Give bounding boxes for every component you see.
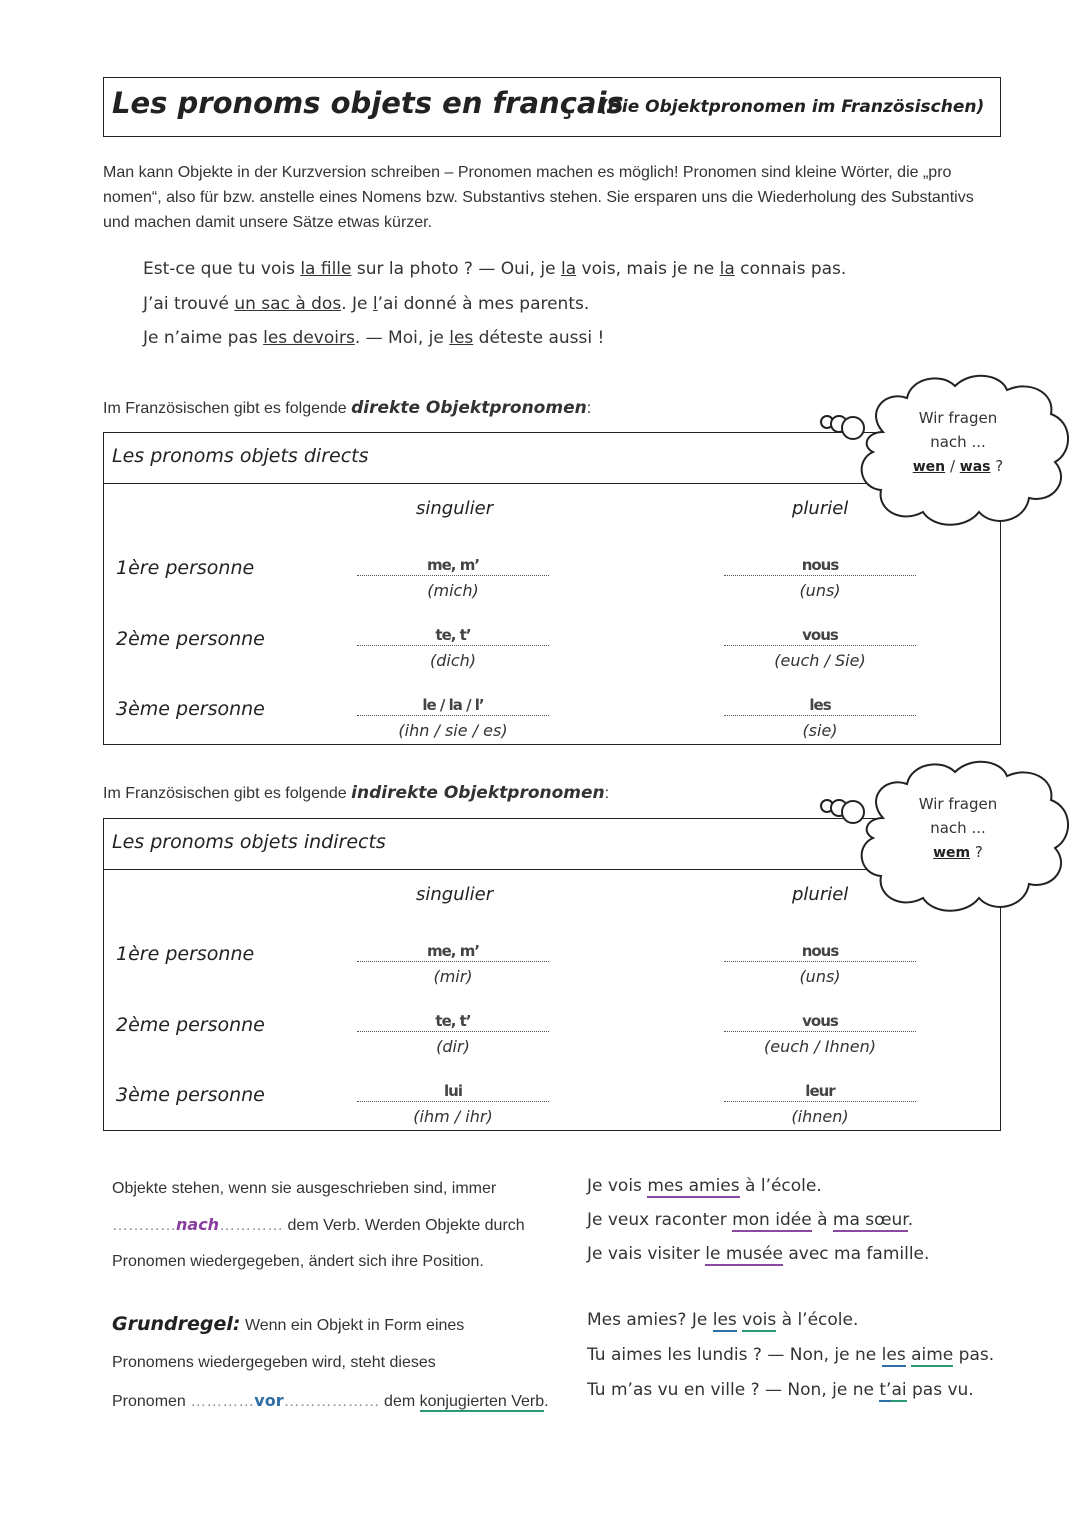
example-line-1: Est-ce que tu vois la fille sur la photo ? — Oui, je la vois, mais je ne la connais pas. [143,259,847,279]
direct-plur-hint-1: (uns) [799,581,841,600]
indirect-plur-hint-3: (ihnen) [791,1107,849,1126]
indirect-sing-2: te, t’ [357,1011,549,1032]
rule-1-line-2: …………nach………… dem Verb. Werden Objekte durch [112,1215,525,1234]
direct-sing-hint-3: (ihn / sie / es) [398,721,508,740]
direct-plur-3: les [724,695,916,716]
rule-2-line-3: Pronomen …………vor……………… dem konjugierten Verb. [112,1391,549,1410]
direct-plur-1: nous [724,555,916,576]
page-subtitle: (Die Objektpronomen im Französischen) [600,97,985,117]
example-line-2: J’ai trouvé un sac à dos. Je l’ai donné à mes parents. [143,294,590,314]
indirect-table-title: Les pronoms objets indirects [112,831,386,853]
right-example-4: Mes amies? Je les vois à l’école. [587,1310,859,1330]
indirect-plur-3: leur [724,1081,916,1102]
right-example-5: Tu aimes les lundis ? — Non, je ne les aime pas. [587,1345,995,1365]
page-title: Les pronoms objets en français [112,86,624,120]
right-example-6: Tu m’as vu en ville ? — Non, je ne t’ai pas vu. [587,1380,974,1400]
direct-lead: Im Französischen gibt es folgende direkte Objektpronomen: [103,398,592,418]
indirect-plur-hint-1: (uns) [799,967,841,986]
rule-1-line-3: Pronomen wiedergegeben, ändert sich ihre Position. [112,1253,484,1270]
indirect-row-label-2: 2ème personne [116,1014,265,1036]
direct-cloud-text: Wir fragen nach ... wen / was ? [912,409,1004,475]
direct-sing-3: le / la / l’ [357,695,549,716]
indirect-sing-hint-1: (mir) [433,967,473,986]
indirect-row-label-3: 3ème personne [116,1084,265,1106]
direct-sing-2: te, t’ [357,625,549,646]
direct-row-label-1: 1ère personne [116,557,255,579]
indirect-plur-2: vous [724,1011,916,1032]
indirect-sing-hint-3: (ihm / ihr) [413,1107,493,1126]
direct-row-label-2: 2ème personne [116,628,265,650]
right-example-2: Je veux raconter mon idée à ma sœur. [587,1210,914,1230]
direct-sing-1: me, m’ [357,555,549,576]
indirect-sing-3: lui [357,1081,549,1102]
indirect-plur-1: nous [724,941,916,962]
indirect-lead: Im Französischen gibt es folgende indirekte Objektpronomen: [103,783,610,803]
indirect-sing-hint-2: (dir) [436,1037,470,1056]
indirect-col-singulier: singulier [416,884,494,905]
indirect-cloud-text: Wir fragen nach ... wem ? [918,795,998,861]
indirect-col-pluriel: pluriel [792,884,849,905]
indirect-row-label-1: 1ère personne [116,943,255,965]
direct-sing-hint-1: (mich) [427,581,479,600]
direct-plur-2: vous [724,625,916,646]
direct-plur-hint-2: (euch / Sie) [774,651,866,670]
example-line-3: Je n’aime pas les devoirs. — Moi, je les déteste aussi ! [143,328,605,348]
intro-paragraph: Man kann Objekte in der Kurzversion schreiben – Pronomen machen es möglich! Pronomen sind kleine Wörter, die „pro nomen“, also für bzw. anstelle eines Nomens bzw. Substantivs stehen. Sie ersparen uns die Wiederholung des Substantivs und machen damit unsere Sätze etwas kürzer. [103,164,974,231]
rule-1-line-1: Objekte stehen, wenn sie ausgeschrieben sind, immer [112,1180,497,1197]
direct-plur-hint-3: (sie) [802,721,838,740]
direct-table-title: Les pronoms objets directs [112,445,369,467]
direct-col-pluriel: pluriel [792,498,849,519]
direct-col-singulier: singulier [416,498,494,519]
rule-2-line-1: Grundregel: Wenn ein Objekt in Form eines [112,1313,465,1335]
direct-sing-hint-2: (dich) [429,651,477,670]
right-example-1: Je vois mes amies à l’école. [587,1176,822,1196]
right-example-3: Je vais visiter le musée avec ma famille. [587,1244,930,1264]
direct-row-label-3: 3ème personne [116,698,265,720]
rule-2-line-2: Pronomens wiedergegeben wird, steht dieses [112,1354,436,1371]
indirect-plur-hint-2: (euch / Ihnen) [764,1037,876,1056]
indirect-sing-1: me, m’ [357,941,549,962]
